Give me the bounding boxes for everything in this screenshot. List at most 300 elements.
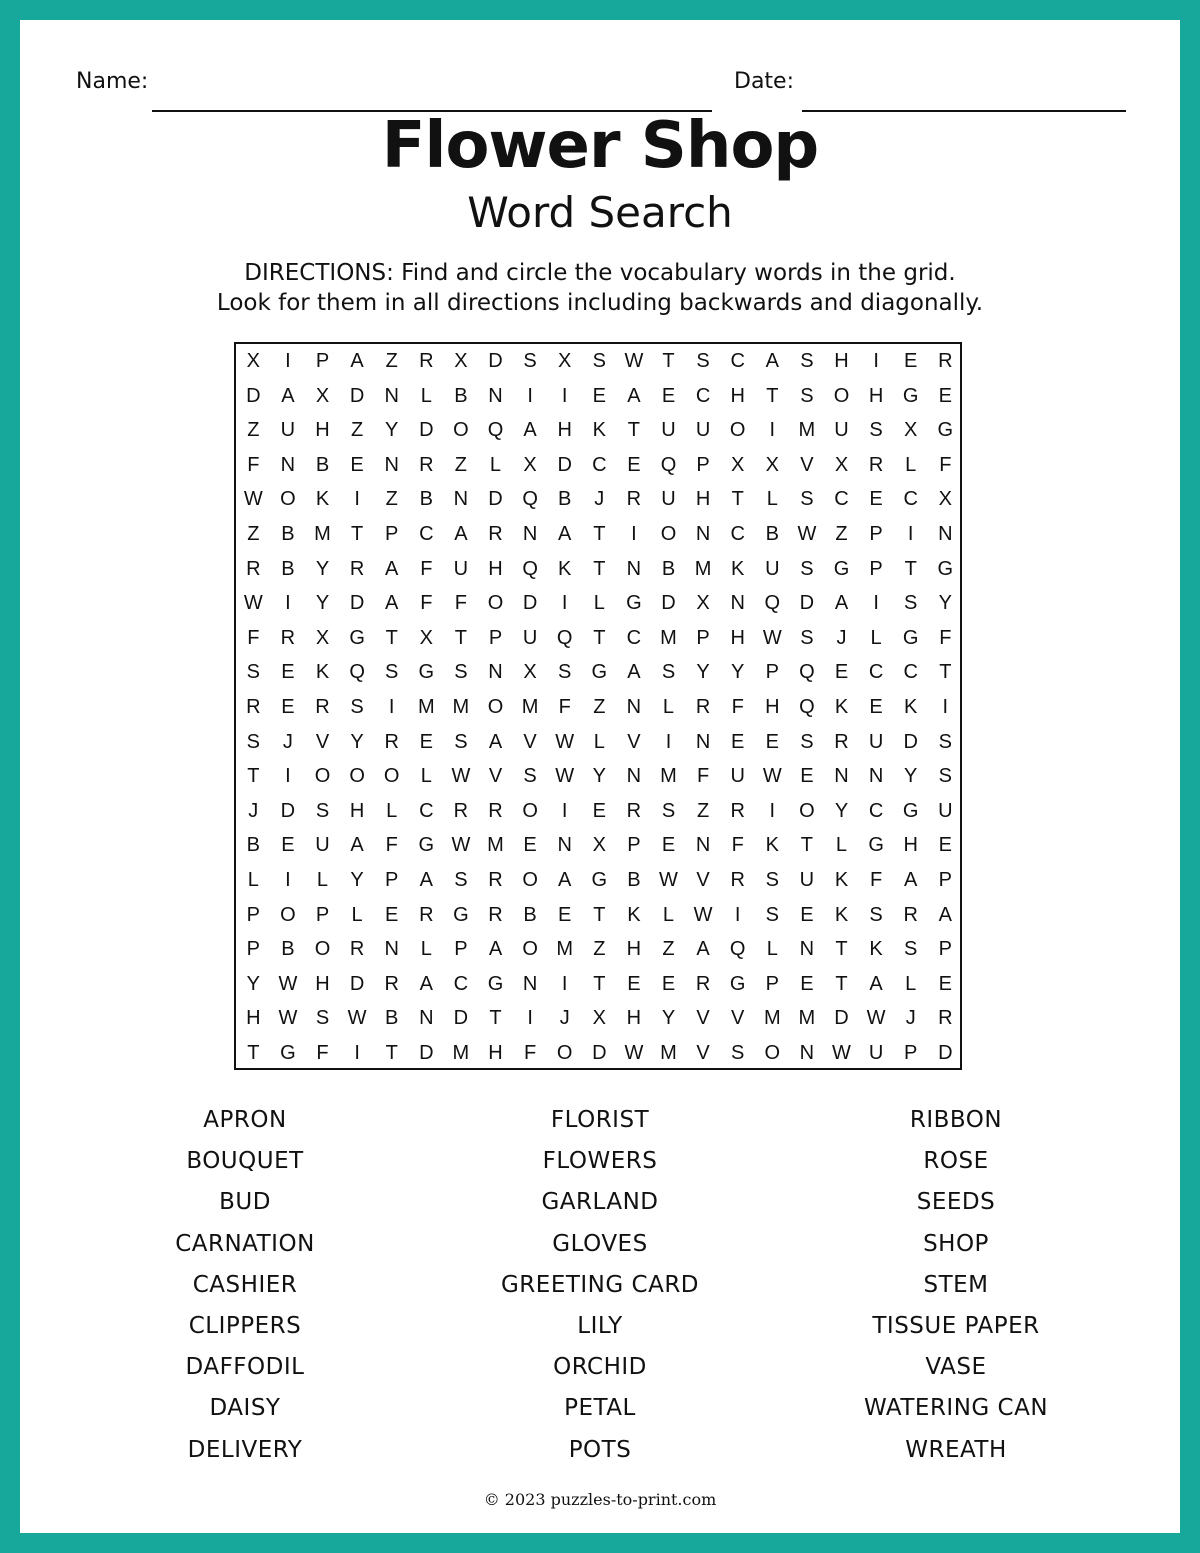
grid-letter[interactable]: C	[419, 799, 434, 822]
grid-letter[interactable]: B	[281, 938, 295, 961]
grid-letter[interactable]: M	[452, 1042, 470, 1064]
grid-letter[interactable]: R	[488, 903, 503, 926]
grid-letter[interactable]: P	[938, 869, 952, 891]
grid-letter[interactable]: W	[278, 972, 298, 995]
grid-letter[interactable]: N	[453, 488, 469, 511]
grid-letter[interactable]: V	[315, 730, 330, 753]
grid-letter[interactable]: I	[907, 523, 914, 545]
grid-letter[interactable]: L	[489, 453, 502, 476]
grid-letter[interactable]: R	[384, 730, 399, 753]
grid-letter[interactable]: G	[937, 557, 954, 580]
grid-letter[interactable]: D	[419, 1042, 434, 1064]
grid-letter[interactable]: O	[522, 938, 538, 961]
grid-letter[interactable]: Y	[315, 592, 330, 615]
grid-letter[interactable]: R	[730, 869, 745, 891]
grid-letter[interactable]: N	[384, 938, 399, 961]
grid-letter[interactable]: S	[558, 661, 572, 684]
grid-letter[interactable]: D	[557, 453, 572, 476]
grid-letter[interactable]: O	[383, 765, 400, 788]
grid-letter[interactable]: T	[662, 350, 675, 372]
grid-letter[interactable]: P	[385, 869, 399, 891]
grid-letter[interactable]: A	[419, 869, 433, 891]
grid-letter[interactable]: J	[248, 799, 259, 822]
grid-letter[interactable]: A	[904, 869, 918, 891]
grid-letter[interactable]: Y	[246, 972, 260, 995]
grid-letter[interactable]: P	[488, 626, 503, 649]
grid-letter[interactable]: T	[350, 523, 364, 545]
grid-letter[interactable]: G	[937, 419, 954, 442]
grid-letter[interactable]: I	[285, 869, 291, 891]
grid-letter[interactable]: O	[556, 1042, 573, 1064]
grid-letter[interactable]: D	[419, 419, 434, 442]
grid-letter[interactable]: S	[696, 350, 710, 372]
grid-letter[interactable]: Z	[593, 938, 606, 961]
grid-letter[interactable]: H	[315, 972, 330, 995]
grid-letter[interactable]: P	[385, 523, 399, 545]
grid-letter[interactable]: T	[731, 488, 744, 511]
grid-letter[interactable]: E	[592, 384, 606, 407]
grid-letter[interactable]: O	[314, 765, 331, 788]
grid-letter[interactable]: K	[592, 419, 606, 442]
grid-letter[interactable]: I	[561, 384, 568, 407]
grid-letter[interactable]: V	[696, 869, 710, 891]
grid-letter[interactable]: U	[280, 419, 296, 442]
grid-letter[interactable]: T	[939, 661, 952, 684]
grid-letter[interactable]: T	[385, 1042, 398, 1064]
grid-letter[interactable]: P	[869, 557, 883, 580]
grid-letter[interactable]: M	[452, 696, 470, 718]
grid-letter[interactable]: C	[592, 453, 607, 476]
grid-letter[interactable]: S	[661, 661, 676, 684]
grid-letter[interactable]: N	[419, 1007, 434, 1030]
grid-letter[interactable]: H	[695, 488, 711, 511]
grid-letter[interactable]: Q	[764, 592, 781, 615]
grid-letter[interactable]: U	[695, 419, 711, 442]
grid-letter[interactable]: I	[285, 350, 291, 372]
grid-letter[interactable]: I	[769, 419, 776, 442]
grid-letter[interactable]: S	[523, 350, 537, 372]
grid-letter[interactable]: T	[835, 972, 848, 995]
grid-letter[interactable]: N	[938, 523, 953, 545]
grid-letter[interactable]: D	[349, 592, 365, 615]
grid-letter[interactable]: W	[762, 626, 782, 649]
grid-letter[interactable]: D	[799, 592, 815, 615]
grid-letter[interactable]: E	[385, 903, 399, 926]
grid-letter[interactable]: S	[454, 730, 468, 753]
grid-letter[interactable]: S	[765, 869, 779, 891]
grid-letter[interactable]: M	[694, 557, 712, 580]
grid-letter[interactable]: R	[349, 938, 365, 961]
grid-letter[interactable]: V	[627, 730, 641, 753]
grid-letter[interactable]: R	[834, 730, 849, 753]
grid-letter[interactable]: N	[799, 938, 815, 961]
grid-letter[interactable]: L	[835, 834, 848, 857]
grid-letter[interactable]: S	[315, 1007, 330, 1030]
grid-letter[interactable]: I	[527, 384, 533, 407]
grid-letter[interactable]: P	[696, 626, 710, 649]
grid-letter[interactable]: D	[661, 592, 676, 615]
grid-letter[interactable]: E	[281, 834, 295, 857]
grid-letter[interactable]: I	[285, 765, 291, 788]
grid-letter[interactable]: W	[693, 903, 713, 926]
grid-letter[interactable]: O	[487, 592, 504, 615]
grid-letter[interactable]: X	[696, 592, 710, 615]
grid-letter[interactable]: I	[354, 488, 360, 511]
grid-letter[interactable]: V	[696, 1042, 710, 1064]
grid-letter[interactable]: S	[765, 903, 779, 926]
grid-letter[interactable]: X	[834, 453, 849, 476]
grid-letter[interactable]: P	[315, 350, 330, 372]
grid-letter[interactable]: G	[349, 626, 365, 649]
grid-letter[interactable]: P	[869, 523, 883, 545]
grid-letter[interactable]: C	[868, 799, 884, 822]
grid-letter[interactable]: H	[730, 384, 745, 407]
grid-letter[interactable]: Q	[660, 453, 677, 476]
grid-letter[interactable]: T	[835, 938, 848, 961]
grid-letter[interactable]: I	[665, 730, 672, 753]
grid-letter[interactable]: U	[938, 799, 953, 822]
grid-letter[interactable]: L	[766, 488, 778, 511]
grid-letter[interactable]: S	[454, 661, 468, 684]
grid-letter[interactable]: L	[593, 730, 605, 753]
grid-letter[interactable]: S	[800, 384, 814, 407]
grid-letter[interactable]: F	[696, 765, 710, 788]
grid-letter[interactable]: T	[247, 765, 260, 788]
grid-letter[interactable]: Q	[349, 661, 365, 684]
grid-letter[interactable]: Z	[247, 419, 260, 442]
grid-letter[interactable]: F	[558, 696, 571, 718]
grid-letter[interactable]: U	[661, 488, 676, 511]
grid-letter[interactable]: W	[278, 1007, 298, 1030]
grid-letter[interactable]: T	[593, 523, 606, 545]
grid-letter[interactable]: D	[349, 972, 365, 995]
grid-letter[interactable]: X	[419, 626, 433, 649]
grid-letter[interactable]: E	[350, 453, 364, 476]
grid-letter[interactable]: W	[243, 488, 263, 511]
grid-letter[interactable]: K	[627, 903, 641, 926]
grid-letter[interactable]: M	[660, 1042, 677, 1064]
grid-letter[interactable]: G	[902, 384, 919, 407]
grid-letter[interactable]: C	[868, 661, 884, 684]
grid-letter[interactable]: N	[695, 834, 711, 857]
grid-letter[interactable]: S	[661, 799, 676, 822]
grid-letter[interactable]: U	[453, 557, 469, 580]
grid-letter[interactable]: N	[626, 765, 642, 788]
grid-letter[interactable]: B	[627, 869, 641, 891]
grid-letter[interactable]: F	[939, 626, 952, 649]
grid-letter[interactable]: G	[626, 592, 642, 615]
grid-letter[interactable]: N	[626, 557, 642, 580]
grid-letter[interactable]: Z	[662, 938, 675, 961]
grid-letter[interactable]: X	[731, 453, 745, 476]
grid-letter[interactable]: A	[281, 384, 295, 407]
grid-letter[interactable]: I	[734, 903, 741, 926]
grid-letter[interactable]: N	[695, 523, 711, 545]
grid-letter[interactable]: A	[558, 523, 572, 545]
grid-letter[interactable]: I	[561, 799, 568, 822]
grid-letter[interactable]: P	[696, 453, 710, 476]
grid-letter[interactable]: M	[487, 834, 504, 857]
grid-letter[interactable]: H	[834, 350, 849, 372]
grid-letter[interactable]: G	[453, 903, 469, 926]
grid-letter[interactable]: C	[730, 350, 745, 372]
grid-letter[interactable]: F	[731, 834, 744, 857]
grid-letter[interactable]: B	[454, 384, 468, 407]
grid-letter[interactable]: H	[315, 419, 330, 442]
grid-letter[interactable]: O	[799, 799, 815, 822]
grid-letter[interactable]: P	[938, 938, 952, 961]
grid-letter[interactable]: G	[902, 626, 919, 649]
grid-letter[interactable]: T	[593, 903, 606, 926]
grid-letter[interactable]: A	[419, 972, 433, 995]
grid-letter[interactable]: I	[527, 1007, 533, 1030]
grid-letter[interactable]: F	[869, 869, 883, 891]
grid-letter[interactable]: E	[834, 661, 849, 684]
grid-letter[interactable]: J	[594, 488, 605, 511]
grid-letter[interactable]: L	[420, 384, 432, 407]
grid-letter[interactable]: E	[869, 696, 883, 718]
grid-letter[interactable]: I	[285, 592, 291, 615]
grid-letter[interactable]: A	[938, 903, 952, 926]
grid-letter[interactable]: B	[419, 488, 433, 511]
grid-letter[interactable]: N	[626, 696, 642, 718]
grid-letter[interactable]: R	[695, 972, 711, 995]
grid-letter[interactable]: U	[799, 869, 815, 891]
grid-letter[interactable]: K	[731, 557, 745, 580]
grid-letter[interactable]: U	[834, 419, 849, 442]
grid-letter[interactable]: Q	[556, 626, 573, 649]
grid-letter[interactable]: A	[385, 592, 399, 615]
grid-letter[interactable]: H	[730, 626, 745, 649]
grid-letter[interactable]: D	[246, 384, 261, 407]
grid-letter[interactable]: R	[315, 696, 330, 718]
grid-letter[interactable]: M	[556, 938, 574, 961]
grid-letter[interactable]: A	[558, 869, 572, 891]
grid-letter[interactable]: W	[832, 1042, 851, 1064]
grid-letter[interactable]: K	[834, 903, 849, 926]
grid-letter[interactable]: O	[729, 419, 746, 442]
grid-letter[interactable]: A	[488, 938, 503, 961]
grid-letter[interactable]: X	[523, 661, 537, 684]
grid-letter[interactable]: G	[591, 869, 608, 891]
grid-letter[interactable]: L	[247, 869, 259, 891]
grid-letter[interactable]: S	[869, 419, 883, 442]
grid-letter[interactable]: Q	[729, 938, 746, 961]
grid-letter[interactable]: Y	[938, 592, 952, 615]
grid-letter[interactable]: W	[451, 765, 471, 788]
grid-letter[interactable]: I	[561, 592, 568, 615]
grid-letter[interactable]: H	[868, 384, 884, 407]
grid-letter[interactable]: S	[800, 626, 814, 649]
grid-letter[interactable]: Q	[799, 696, 815, 718]
grid-letter[interactable]: E	[558, 903, 572, 926]
grid-letter[interactable]: K	[904, 696, 918, 718]
grid-letter[interactable]: G	[833, 557, 850, 580]
grid-letter[interactable]: A	[765, 350, 779, 372]
grid-letter[interactable]: C	[903, 661, 918, 684]
grid-letter[interactable]: K	[834, 696, 849, 718]
grid-letter[interactable]: A	[454, 523, 468, 545]
grid-letter[interactable]: R	[730, 799, 745, 822]
grid-letter[interactable]: O	[660, 523, 677, 545]
grid-letter[interactable]: S	[246, 730, 260, 753]
grid-letter[interactable]: R	[488, 799, 503, 822]
grid-letter[interactable]: S	[800, 557, 814, 580]
grid-letter[interactable]: U	[868, 730, 884, 753]
grid-letter[interactable]: L	[766, 938, 778, 961]
grid-letter[interactable]: H	[765, 696, 780, 718]
grid-letter[interactable]: M	[314, 523, 331, 545]
grid-letter[interactable]: S	[592, 350, 606, 372]
grid-letter[interactable]: L	[386, 799, 398, 822]
grid-letter[interactable]: L	[905, 972, 917, 995]
grid-letter[interactable]: R	[626, 488, 642, 511]
grid-letter[interactable]: E	[800, 972, 814, 995]
grid-letter[interactable]: T	[385, 626, 398, 649]
grid-letter[interactable]: G	[418, 834, 435, 857]
grid-letter[interactable]: X	[315, 384, 330, 407]
grid-letter[interactable]: I	[561, 972, 568, 995]
grid-letter[interactable]: K	[869, 938, 883, 961]
grid-letter[interactable]: U	[522, 626, 538, 649]
grid-letter[interactable]: G	[418, 661, 435, 684]
grid-letter[interactable]: S	[385, 661, 399, 684]
grid-letter[interactable]: Z	[593, 696, 606, 718]
grid-letter[interactable]: T	[454, 626, 467, 649]
grid-letter[interactable]: Q	[522, 488, 538, 511]
grid-letter[interactable]: P	[246, 903, 260, 926]
grid-letter[interactable]: K	[315, 661, 330, 684]
grid-letter[interactable]: O	[522, 799, 538, 822]
grid-letter[interactable]: E	[627, 972, 641, 995]
grid-letter[interactable]: S	[904, 938, 918, 961]
grid-letter[interactable]: Y	[696, 661, 710, 684]
grid-letter[interactable]: E	[731, 730, 745, 753]
grid-letter[interactable]: O	[522, 869, 538, 891]
grid-letter[interactable]: A	[627, 661, 641, 684]
grid-letter[interactable]: P	[904, 1042, 918, 1064]
grid-letter[interactable]: A	[869, 972, 883, 995]
grid-letter[interactable]: B	[523, 903, 537, 926]
grid-letter[interactable]: X	[592, 1007, 606, 1030]
grid-letter[interactable]: K	[558, 557, 572, 580]
grid-letter[interactable]: F	[523, 1042, 537, 1064]
grid-letter[interactable]: W	[866, 1007, 886, 1030]
grid-letter[interactable]: N	[695, 730, 711, 753]
grid-letter[interactable]: R	[453, 799, 469, 822]
grid-letter[interactable]: D	[903, 730, 918, 753]
grid-letter[interactable]: N	[834, 765, 849, 788]
grid-letter[interactable]: A	[385, 557, 399, 580]
grid-letter[interactable]: V	[731, 1007, 745, 1030]
grid-letter[interactable]: H	[626, 1007, 642, 1030]
grid-letter[interactable]: Q	[487, 419, 504, 442]
grid-letter[interactable]: B	[385, 1007, 399, 1030]
grid-letter[interactable]: S	[350, 696, 364, 718]
grid-letter[interactable]: R	[419, 903, 434, 926]
grid-letter[interactable]: W	[555, 765, 575, 788]
grid-letter[interactable]: B	[661, 557, 676, 580]
grid-letter[interactable]: R	[868, 453, 884, 476]
grid-letter[interactable]: E	[627, 453, 641, 476]
grid-letter[interactable]: T	[766, 384, 779, 407]
grid-letter[interactable]: R	[384, 972, 399, 995]
grid-letter[interactable]: J	[905, 1007, 916, 1030]
grid-letter[interactable]: R	[349, 557, 365, 580]
grid-letter[interactable]: S	[731, 1042, 745, 1064]
grid-letter[interactable]: Y	[385, 419, 399, 442]
grid-letter[interactable]: T	[489, 1007, 502, 1030]
grid-letter[interactable]: Y	[592, 765, 606, 788]
grid-letter[interactable]: N	[280, 453, 296, 476]
grid-letter[interactable]: Y	[731, 661, 745, 684]
grid-letter[interactable]: L	[420, 765, 432, 788]
grid-letter[interactable]: Z	[350, 419, 364, 442]
grid-letter[interactable]: S	[800, 488, 814, 511]
grid-letter[interactable]: P	[315, 903, 330, 926]
grid-letter[interactable]: M	[660, 765, 677, 788]
grid-letter[interactable]: C	[695, 384, 711, 407]
grid-letter[interactable]: Z	[454, 453, 467, 476]
grid-letter[interactable]: D	[522, 592, 538, 615]
grid-letter[interactable]: N	[868, 765, 884, 788]
grid-letter[interactable]: D	[488, 350, 503, 372]
grid-letter[interactable]: A	[488, 730, 503, 753]
grid-letter[interactable]: F	[454, 592, 467, 615]
grid-letter[interactable]: S	[454, 869, 468, 891]
grid-letter[interactable]: E	[523, 834, 537, 857]
grid-letter[interactable]: X	[315, 626, 330, 649]
grid-letter[interactable]: W	[762, 765, 782, 788]
grid-letter[interactable]: T	[593, 557, 606, 580]
grid-letter[interactable]: H	[488, 1042, 503, 1064]
grid-letter[interactable]: R	[488, 523, 503, 545]
grid-letter[interactable]: N	[730, 592, 745, 615]
grid-letter[interactable]: R	[938, 1007, 953, 1030]
grid-letter[interactable]: S	[938, 730, 952, 753]
grid-letter[interactable]: A	[350, 834, 364, 857]
grid-letter[interactable]: I	[354, 1042, 360, 1064]
grid-letter[interactable]: H	[626, 938, 642, 961]
grid-letter[interactable]: P	[627, 834, 641, 857]
grid-letter[interactable]: G	[729, 972, 746, 995]
grid-letter[interactable]: F	[939, 453, 952, 476]
grid-letter[interactable]: T	[247, 1042, 260, 1064]
grid-letter[interactable]: H	[557, 419, 572, 442]
grid-letter[interactable]: K	[315, 488, 330, 511]
grid-letter[interactable]: V	[696, 1007, 710, 1030]
grid-letter[interactable]: S	[246, 661, 260, 684]
grid-letter[interactable]: N	[384, 384, 399, 407]
grid-letter[interactable]: E	[281, 696, 295, 718]
grid-letter[interactable]: S	[315, 799, 330, 822]
grid-letter[interactable]: F	[247, 626, 260, 649]
grid-letter[interactable]: S	[869, 903, 883, 926]
grid-letter[interactable]: A	[627, 384, 641, 407]
grid-letter[interactable]: S	[938, 765, 952, 788]
grid-letter[interactable]: D	[280, 799, 296, 822]
grid-letter[interactable]: G	[902, 799, 919, 822]
grid-letter[interactable]: J	[836, 626, 847, 649]
grid-letter[interactable]: O	[349, 765, 365, 788]
grid-letter[interactable]: H	[903, 834, 918, 857]
grid-letter[interactable]: W	[243, 592, 263, 615]
grid-letter[interactable]: M	[521, 696, 539, 718]
grid-letter[interactable]: M	[763, 1007, 781, 1030]
grid-letter[interactable]: R	[246, 696, 261, 718]
grid-letter[interactable]: E	[938, 834, 952, 857]
grid-letter[interactable]: W	[624, 1042, 644, 1064]
